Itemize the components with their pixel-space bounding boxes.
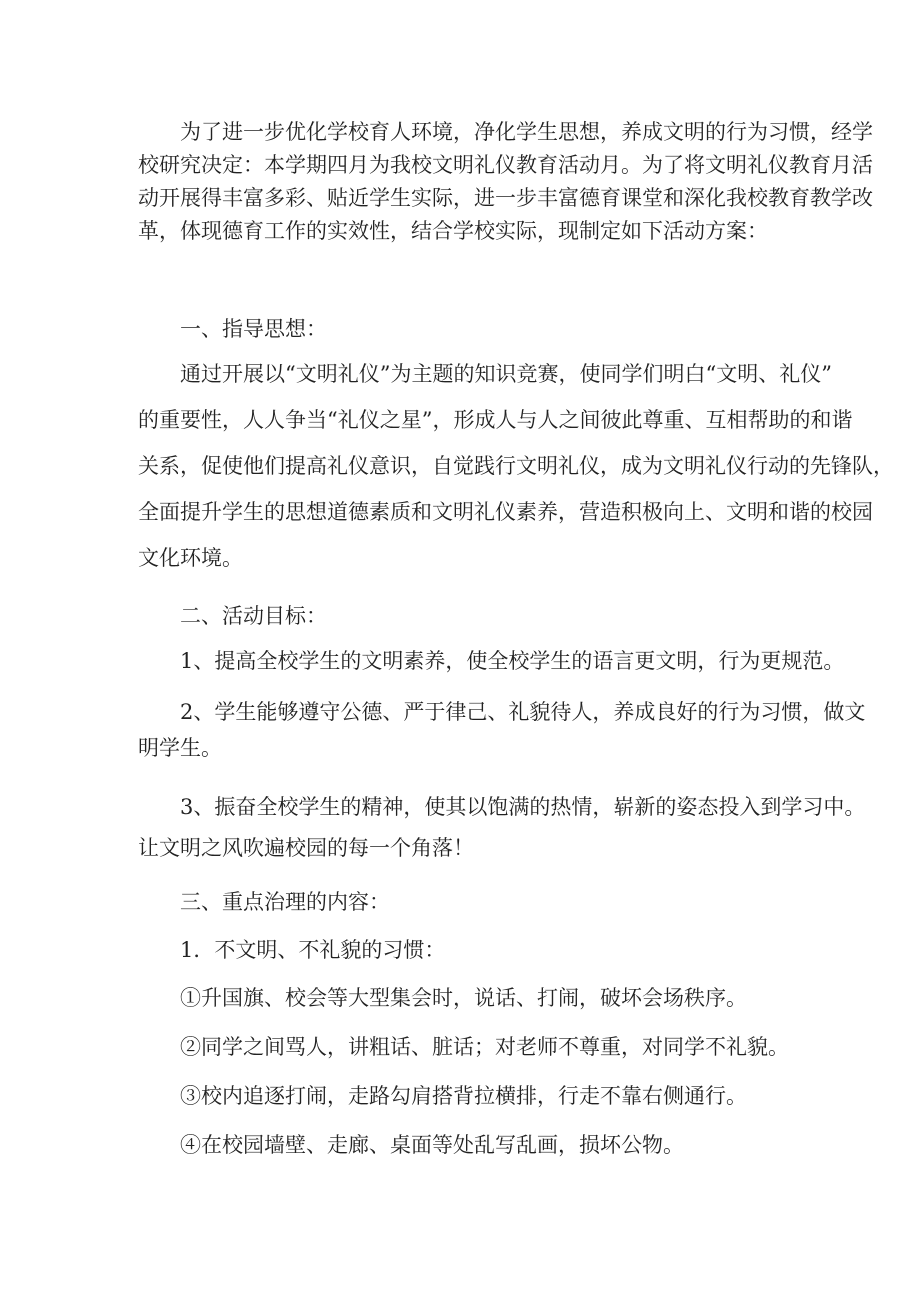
text-line: 革，体现德育工作的实效性，结合学校实际，现制定如下活动方案：	[138, 219, 768, 243]
section-heading-key-content: 三、重点治理的内容：	[180, 890, 390, 914]
text-line: 校研究决定：本学期四月为我校文明礼仪教育活动月。为了将文明礼仪教育月活	[138, 153, 873, 177]
section-heading-guiding-ideology: 一、指导思想：	[180, 317, 327, 341]
section-heading-activity-goals: 二、活动目标：	[180, 604, 327, 628]
text-line: 关系，促使他们提高礼仪意识，自觉践行文明礼仪，成为文明礼仪行动的先锋队，	[138, 454, 894, 478]
text-line: 文化环境。	[138, 546, 243, 570]
text-line: 2、学生能够遵守公德、严于律己、礼貌待人，养成良好的行为习惯，做文	[180, 700, 866, 724]
text-line: 通过开展以“文明礼仪”为主题的知识竞赛，使同学们明白“文明、礼仪”	[180, 362, 832, 386]
text-line: 的重要性，人人争当“礼仪之星”，形成人与人之间彼此尊重、互相帮助的和谐	[138, 408, 853, 432]
text-line: 让文明之风吹遍校园的每一个角落！	[138, 836, 474, 860]
sub-item-1: ①升国旗、校会等大型集会时，说话、打闹，破坏会场秩序。	[180, 986, 747, 1010]
list-item-habits: 1．不文明、不礼貌的习惯：	[180, 938, 446, 962]
sub-item-4: ④在校园墙壁、走廊、桌面等处乱写乱画，损坏公物。	[180, 1133, 684, 1157]
text-line: 明学生。	[138, 736, 222, 760]
text-line: 全面提升学生的思想道德素质和文明礼仪素养，营造积极向上、文明和谐的校园	[138, 500, 873, 524]
text-line: 3、振奋全校学生的精神，使其以饱满的热情，崭新的姿态投入到学习中。	[180, 795, 866, 819]
text-line: 动开展得丰富多彩、贴近学生实际，进一步丰富德育课堂和深化我校教育教学改	[138, 186, 873, 210]
sub-item-3: ③校内追逐打闹，走路勾肩搭背拉横排，行走不靠右侧通行。	[180, 1084, 747, 1108]
sub-item-2: ②同学之间骂人，讲粗话、脏话；对老师不尊重，对同学不礼貌。	[180, 1035, 789, 1059]
goal-item-1: 1、提高全校学生的文明素养，使全校学生的语言更文明，行为更规范。	[180, 649, 845, 673]
text-line: 为了进一步优化学校育人环境，净化学生思想，养成文明的行为习惯，经学	[180, 120, 873, 144]
